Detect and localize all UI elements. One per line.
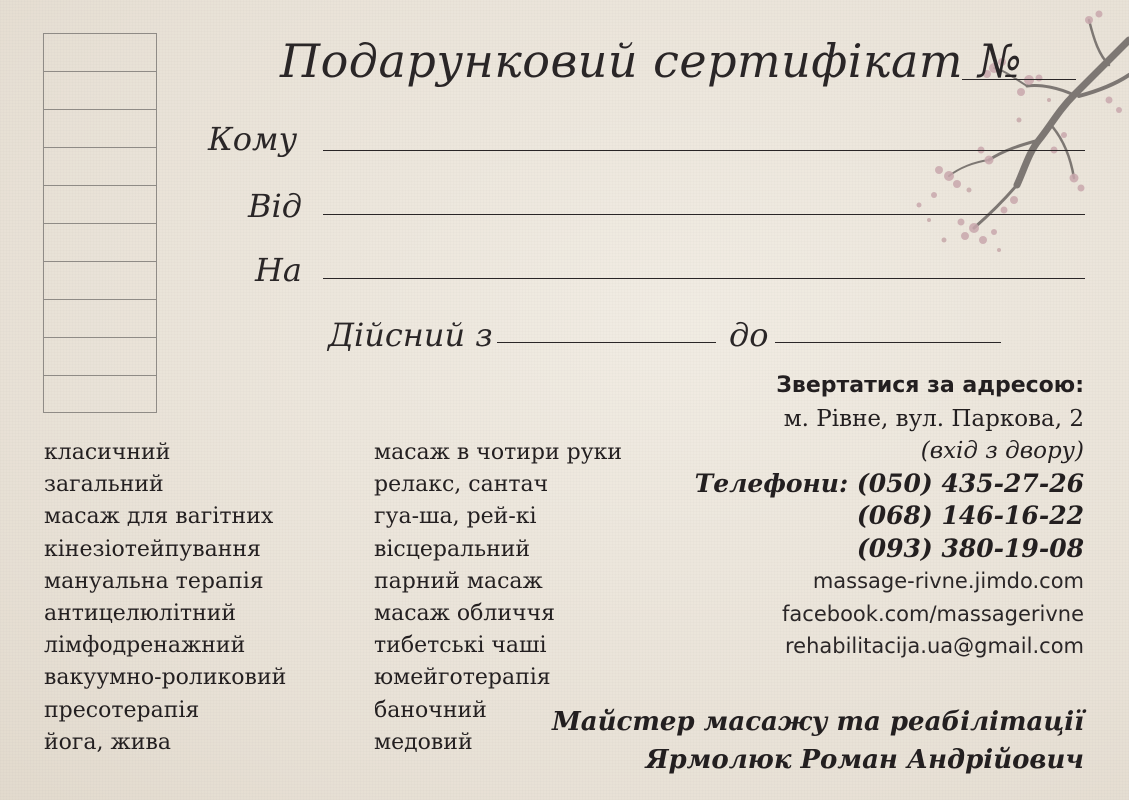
valid-to-line[interactable] — [775, 342, 1001, 343]
master-block — [552, 703, 1084, 779]
list-item: антицелюлітний — [44, 601, 237, 627]
website-link[interactable]: massage-rivne.jimdo.com — [812, 569, 1084, 593]
to-label: Кому — [208, 120, 298, 158]
entrance-note: (вхід з двору) — [920, 438, 1084, 464]
address: м. Рівне, вул. Паркова, 2 — [783, 405, 1084, 432]
from-label: Від — [248, 187, 303, 225]
contact-heading: Звертатися за адресою: — [776, 373, 1084, 398]
for-field-line[interactable] — [323, 278, 1085, 279]
for-label: На — [255, 251, 302, 289]
phones-label: Телефони: — [694, 468, 849, 498]
list-item: вісцеральний — [374, 536, 531, 562]
list-item: класичний — [44, 440, 171, 465]
stub-cell — [44, 300, 156, 338]
valid-from-label: Дійсний з — [328, 316, 493, 354]
list-item: пресотерапія — [44, 697, 200, 723]
list-item: йога, жива — [44, 729, 171, 755]
stub-cell — [44, 110, 156, 148]
list-item: гуа-ша, рей-кі — [374, 504, 537, 530]
list-item: баночний — [374, 697, 487, 723]
list-item: кінезіотейпування — [44, 536, 261, 562]
services-column-1 — [44, 437, 286, 759]
master-role: Майстер масажу та реабілітації — [552, 707, 1084, 737]
list-item: парний масаж — [374, 568, 543, 594]
phone-number[interactable]: (068) 146-16-22 — [856, 501, 1084, 530]
list-item: медовий — [374, 729, 473, 755]
phone-row-1 — [695, 468, 1084, 501]
from-field-line[interactable] — [323, 214, 1085, 215]
list-item: масаж для вагітних — [44, 504, 274, 530]
stub-cell — [44, 224, 156, 262]
list-item: релакс, сантач — [374, 472, 549, 498]
stub-cell — [44, 262, 156, 300]
facebook-link[interactable]: facebook.com/massagerivne — [782, 601, 1084, 626]
list-item: масаж в чотири руки — [374, 440, 623, 465]
list-item: юмейготерапія — [374, 665, 551, 691]
stub-cell — [44, 72, 156, 110]
list-item: масаж обличчя — [374, 601, 555, 627]
master-name: Ярмолюк Роман Андрійович — [645, 745, 1084, 775]
phone-number[interactable]: (050) 435-27-26 — [856, 468, 1084, 498]
stub-cell — [44, 148, 156, 186]
certificate-number-line[interactable] — [962, 79, 1076, 80]
stub-cell — [44, 186, 156, 224]
stub-cell — [44, 338, 156, 376]
list-item: загальний — [44, 472, 164, 498]
list-item: тибетські чаші — [374, 633, 547, 659]
valid-from-line[interactable] — [497, 342, 716, 343]
email-link[interactable]: rehabilitacija.ua@gmail.com — [785, 634, 1084, 658]
stub-cell — [44, 376, 156, 414]
phone-number[interactable]: (093) 380-19-08 — [856, 533, 1084, 563]
stub-box — [43, 33, 157, 413]
list-item: лімфодренажний — [44, 633, 246, 659]
stub-cell — [44, 34, 156, 72]
valid-to-label: до — [729, 316, 769, 354]
list-item: мануальна терапія — [44, 568, 264, 594]
list-item: вакуумно-роликовий — [44, 665, 287, 691]
contact-block — [695, 370, 1084, 663]
certificate-title: Подарунковий сертифікат № — [280, 34, 1023, 88]
to-field-line[interactable] — [323, 150, 1085, 151]
